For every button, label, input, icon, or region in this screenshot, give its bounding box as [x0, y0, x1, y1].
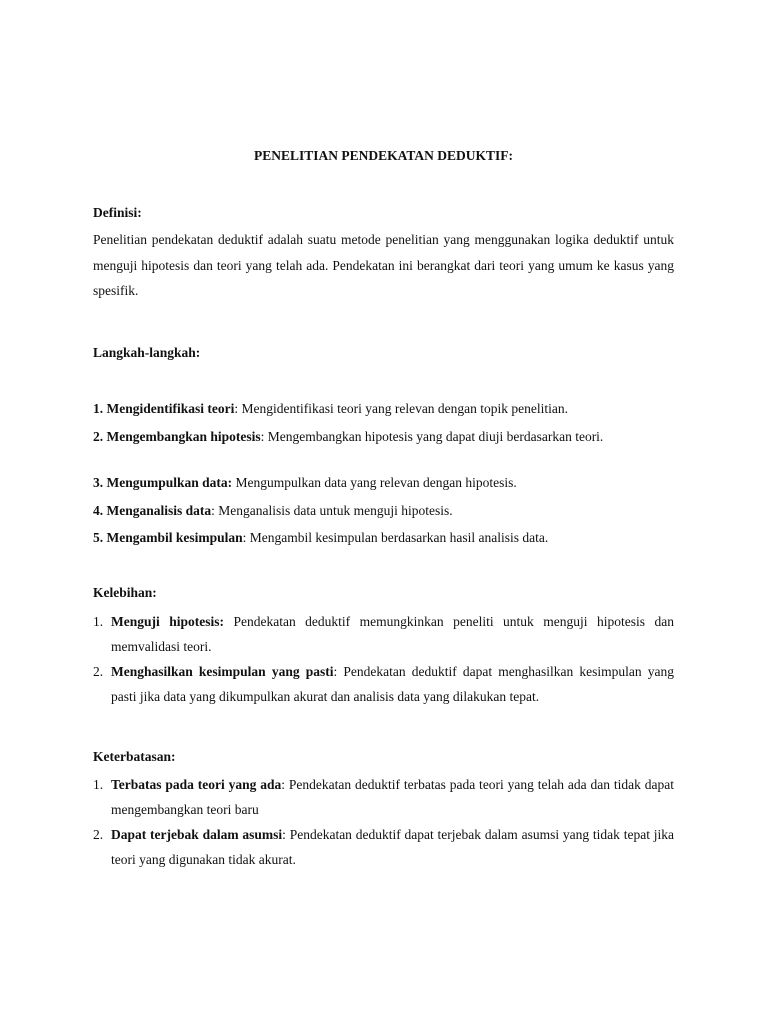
list-desc: : Pendekatan deduktif dapat menghasilkan kesimpulan yang pasti jika data yang dikumpulkan akurat dan analisis data yang dilakukan tepat.	[111, 664, 674, 704]
list-term: Terbatas pada teori yang ada	[111, 777, 282, 792]
list-term: Menghasilkan kesimpulan yang pasti	[111, 664, 334, 679]
list-number: 1.	[93, 777, 104, 792]
step-desc: : Mengambil kesimpulan berdasarkan hasil analisis data.	[242, 530, 549, 545]
list-number: 1.	[93, 614, 104, 629]
keterbatasan-heading: Keterbatasan:	[93, 749, 176, 764]
list-term: Menguji hipotesis:	[111, 614, 224, 629]
definisi-paragraph: Penelitian pendekatan deduktif adalah suatu metode penelitian yang menggunakan logika deduktif untuk menguji hipotesis dan teori yang telah ada. Pendekatan ini berangkat dari teori yang umum ke kasus yang spesifik.	[93, 232, 674, 298]
list-item	[93, 822, 674, 872]
list-item	[93, 609, 674, 659]
list-desc: Pendekatan deduktif memungkinkan peneliti untuk menguji hipotesis dan memvalidasi teori.	[111, 614, 674, 654]
document-title: PENELITIAN PENDEKATAN DEDUKTIF:	[253, 148, 514, 163]
list-desc: : Pendekatan deduktif terbatas pada teori yang telah ada dan tidak dapat mengembangkan teori baru	[111, 777, 674, 817]
step-term: 1. Mengidentifikasi teori	[93, 401, 235, 416]
step-item	[93, 474, 674, 492]
step-desc: Mengumpulkan data yang relevan dengan hipotesis.	[232, 475, 517, 490]
kelebihan-heading: Kelebihan:	[93, 585, 157, 600]
step-desc: : Mengembangkan hipotesis yang dapat diuji berdasarkan teori.	[260, 429, 604, 444]
step-desc: : Mengidentifikasi teori yang relevan dengan topik penelitian.	[234, 401, 569, 416]
step-term: 3. Mengumpulkan data:	[93, 475, 233, 490]
step-item	[93, 529, 674, 547]
langkah-heading: Langkah-langkah:	[93, 345, 201, 360]
step-item	[93, 502, 674, 520]
list-desc: : Pendekatan deduktif dapat terjebak dalam asumsi yang tidak tepat jika teori yang digunakan tidak akurat.	[111, 827, 674, 867]
step-item	[93, 400, 674, 418]
list-number: 2.	[93, 664, 104, 679]
step-term: 4. Menganalisis data	[93, 503, 212, 518]
step-term: 2. Mengembangkan hipotesis	[93, 429, 261, 444]
list-item	[93, 772, 674, 822]
step-item	[93, 428, 674, 446]
definisi-heading: Definisi:	[93, 205, 142, 220]
step-term: 5. Mengambil kesimpulan	[93, 530, 243, 545]
list-number: 2.	[93, 827, 104, 842]
list-term: Dapat terjebak dalam asumsi	[111, 827, 283, 842]
step-desc: : Menganalisis data untuk menguji hipotesis.	[211, 503, 453, 518]
list-item	[93, 659, 674, 709]
